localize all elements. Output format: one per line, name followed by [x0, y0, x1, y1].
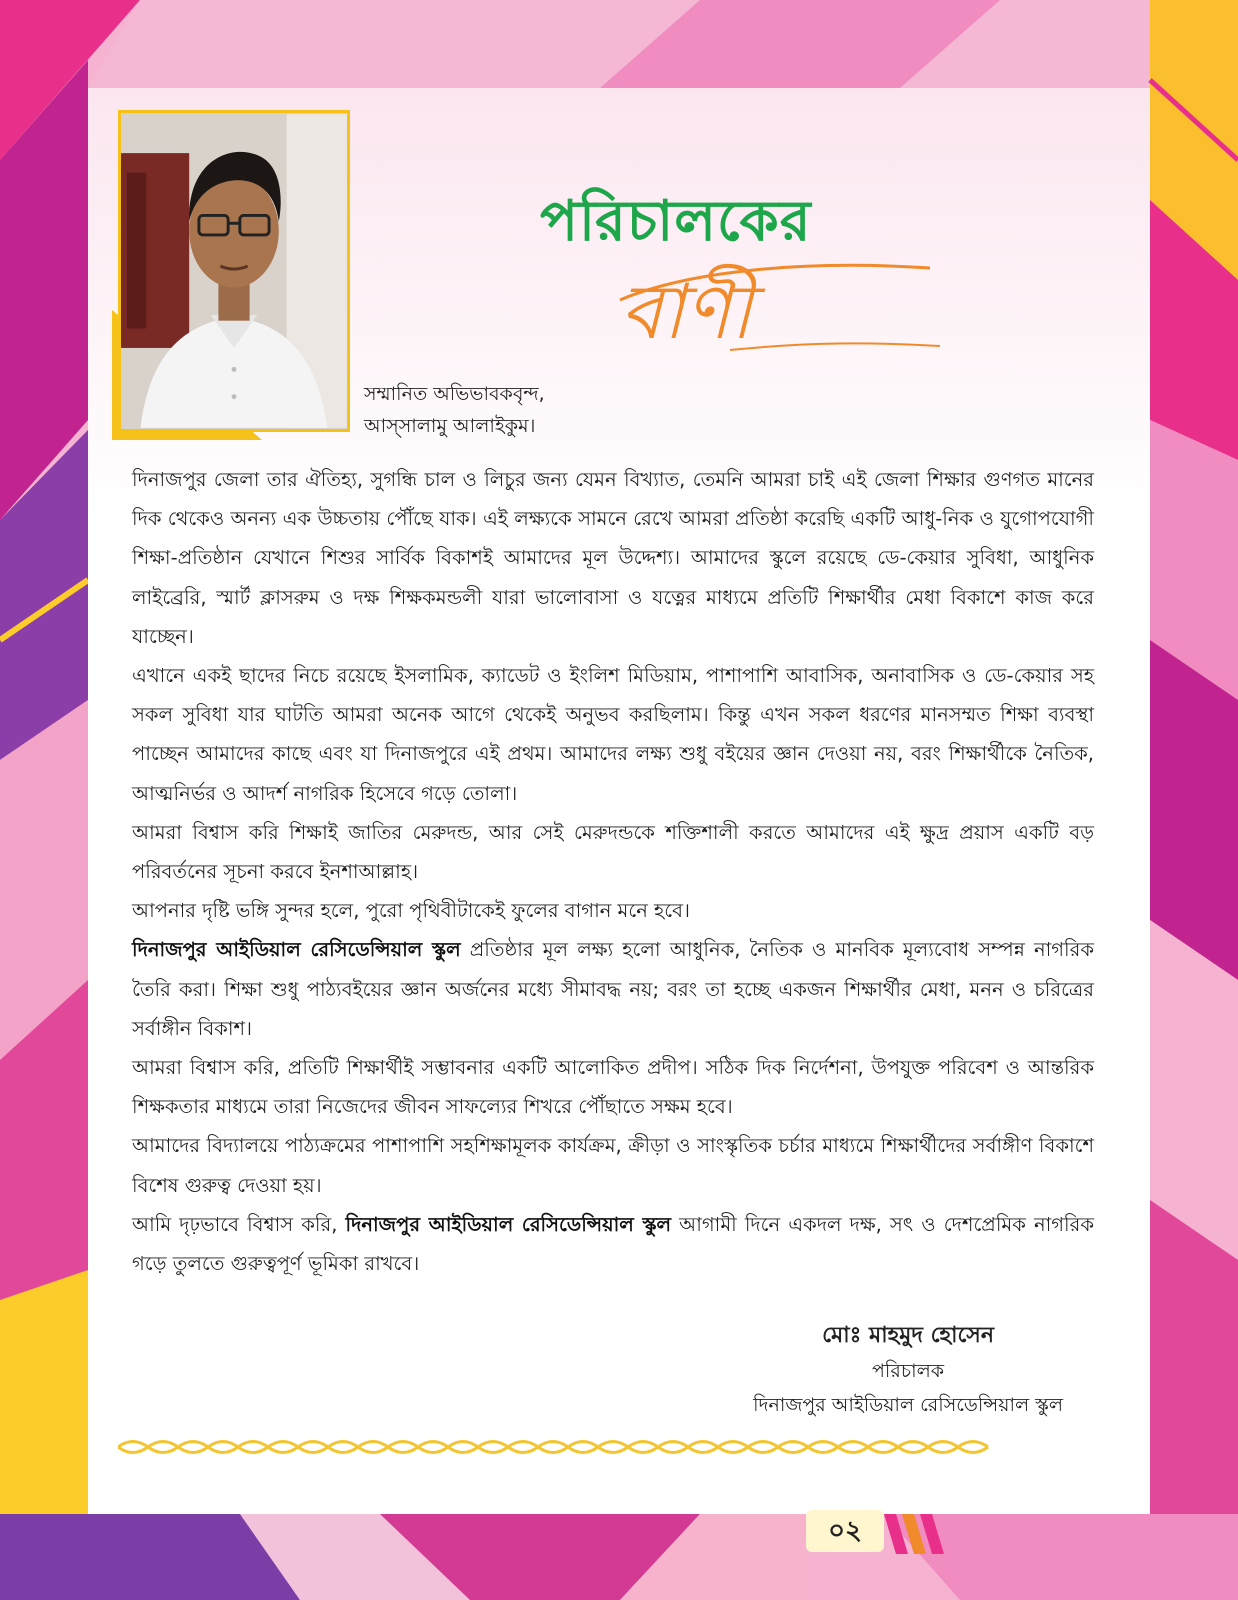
paragraph-5	[132, 930, 1094, 1048]
ornamental-divider	[118, 1436, 1000, 1458]
page-number: ০২	[806, 1510, 884, 1552]
portrait-frame	[118, 110, 350, 432]
signatory-school: দিনাজপুর আইডিয়াল রেসিডেন্সিয়াল স্কুল	[753, 1394, 1063, 1416]
script-flourish	[610, 250, 940, 370]
greeting-salam: আস্‌সালামু আলাইকুম।	[364, 415, 536, 437]
paragraph-8-text: আগামী দিনে একদল দক্ষ, সৎ ও দেশপ্রেমিক নাগরিক গড়ে তুলতে গুরুত্বপূর্ণ ভূমিকা রাখবে।	[132, 1212, 1095, 1276]
paragraph-8	[132, 1205, 1094, 1283]
paragraph-8-start: আমি দৃঢ়ভাবে বিশ্বাস করি,	[132, 1212, 346, 1236]
paragraph-4: আপনার দৃষ্টি ভঙ্গি সুন্দর হলে, পুরো পৃথিবীটাকেই ফুলের বাগান মনে হবে।	[132, 899, 690, 923]
school-name-bold: দিনাজপুর আইডিয়াল রেসিডেন্সিয়াল স্কুল	[132, 938, 461, 962]
greeting-salutation: সম্মানিত অভিভাবকবৃন্দ,	[364, 383, 545, 405]
school-name-bold-2: দিনাজপুর আইডিয়াল রেসিডেন্সিয়াল স্কুল	[345, 1212, 672, 1236]
paragraph-3: আমরা বিশ্বাস করি শিক্ষাই জাতির মেরুদন্ড, আর সেই মেরুদন্ডকে শক্তিশালী করতে আমাদের এই ক্ষুদ্র প্রয়াস একটি বড় পরিবর্তনের সূচনা করবে ইনশাআল্লাহ।	[132, 820, 1094, 884]
title-main: পরিচালকের	[540, 189, 812, 254]
greeting	[364, 378, 545, 442]
message-body	[132, 460, 1094, 1283]
page-number-stripes	[884, 1514, 954, 1554]
paragraph-2: এখানে একই ছাদের নিচে রয়েছে ইসলামিক, ক্যাডেট ও ইংলিশ মিডিয়াম, পাশাপাশি আবাসিক, অনাবাসিক ও ডে-কেয়ার সহ সকল সুবিধা যার ঘাটতি আমরা অনেক আগে থেকেই অনুভব করছিলাম। কিন্তু এখন সকল ধরণের মানসম্মত শিক্ষা ব্যবস্থা পাচ্ছেন আমাদের কাছে এবং যা দিনাজপুরে এই প্রথম। আমাদের লক্ষ্য শুধু বইয়ের জ্ঞান দেওয়া নয়, বরং শিক্ষার্থীকে নৈতিক, আত্মনির্ভর ও আদর্শ নাগরিক হিসেবে গড়ে তোলা।	[132, 664, 1094, 805]
title-script: বাণী	[620, 267, 753, 356]
paragraph-5-text: প্রতিষ্ঠার মূল লক্ষ্য হলো আধুনিক, নৈতিক ও মানবিক মূল্যবোধ সম্পন্ন নাগরিক তৈরি করা। শিক্ষা শুধু পাঠ্যবইয়ের জ্ঞান অর্জনের মধ্যে সীমাবদ্ধ নয়; বরং তা হচ্ছে একজন শিক্ষার্থীর মেধা, মনন ও চরিত্রের সর্বাঙ্গীন বিকাশ।	[132, 938, 1095, 1040]
portrait-photo	[118, 110, 356, 440]
signatory-name: মোঃ মাহমুদ হোসেন	[822, 1323, 994, 1348]
person-portrait-icon	[121, 113, 347, 429]
signature-block	[753, 1318, 1063, 1422]
paragraph-1: দিনাজপুর জেলা তার ঐতিহ্য, সুগন্ধি চাল ও লিচুর জন্য যেমন বিখ্যাত, তেমনি আমরা চাই এই জেলা শিক্ষার গুণগত মানের দিক থেকেও অনন্য এক উচ্চতায় পৌঁছে যাক। এই লক্ষ্যকে সামনে রেখে আমরা প্রতিষ্ঠা করেছি একটি আধু-নিক ও যুগোপযোগী শিক্ষা-প্রতিষ্ঠান যেখানে শিশুর সার্বিক বিকাশই আমাদের মূল উদ্দেশ্য। আমাদের স্কুলে রয়েছে ডে-কেয়ার সুবিধা, আধুনিক লাইব্রেরি, স্মার্ট ক্লাসরুম ও দক্ষ শিক্ষকমন্ডলী যারা ভালোবাসা ও যত্নের মাধ্যমে প্রতিটি শিক্ষার্থীর মেধা বিকাশে কাজ করে যাচ্ছেন।	[132, 468, 1094, 648]
signatory-role: পরিচালক	[872, 1360, 945, 1382]
page-title	[520, 170, 960, 380]
paragraph-7: আমাদের বিদ্যালয়ে পাঠ্যক্রমের পাশাপাশি সহশিক্ষামূলক কার্যক্রম, ক্রীড়া ও সাংস্কৃতিক চর্চার মাধ্যমে শিক্ষার্থীদের সর্বাঙ্গীণ বিকাশে বিশেষ গুরুত্ব দেওয়া হয়।	[132, 1134, 1094, 1197]
paragraph-6: আমরা বিশ্বাস করি, প্রতিটি শিক্ষার্থীই সম্ভাবনার একটি আলোকিত প্রদীপ। সঠিক দিক নির্দেশনা, উপযুক্ত পরিবেশ ও আন্তরিক শিক্ষকতার মাধ্যমে তারা নিজেদের জীবন সাফল্যের শিখরে পৌঁছাতে সক্ষম হবে।	[132, 1056, 1094, 1119]
